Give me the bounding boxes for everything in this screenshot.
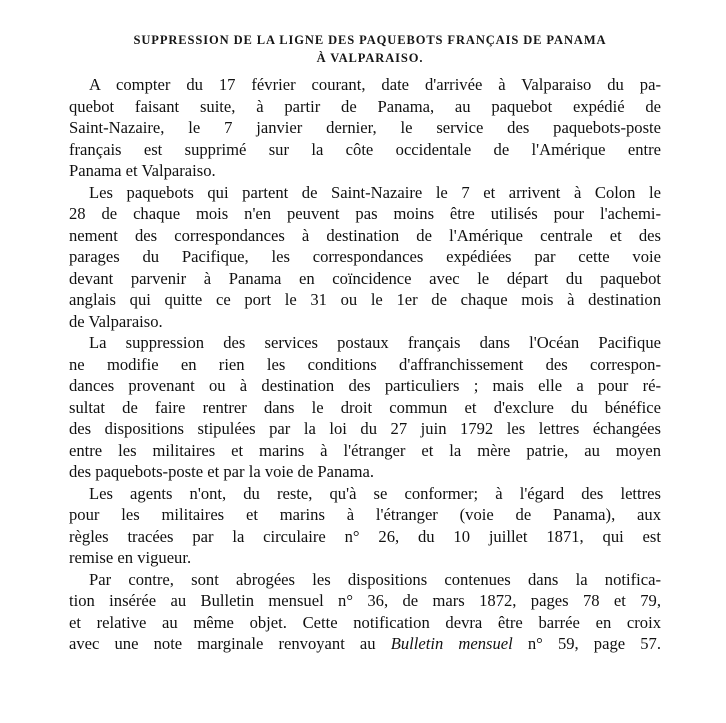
document-body [69, 74, 661, 655]
text-line: des paquebots-poste et par la voie de Panama. [69, 462, 375, 481]
text-line: 28 de chaque mois n'en peuvent pas moins être utilisés pour l'achemi- [69, 204, 661, 223]
text-line: règles tracées par la circulaire n° 26, du 10 juillet 1871, qui est [69, 526, 661, 546]
text-line: ne modifie en rien les conditions d'affranchissement des correspon- [69, 354, 661, 374]
paragraph-4 [69, 483, 661, 569]
paragraph-2 [69, 182, 661, 333]
text-line: dances provenant ou à destination des particuliers ; mais elle a pour ré- [69, 376, 661, 395]
text-line: A compter du 17 février courant, date d'arrivée à Valparaiso du pa- [89, 75, 661, 94]
text-line: La suppression des services postaux français dans l'Océan Pacifique [89, 333, 661, 352]
text-line: quebot faisant suite, à partir de Panama, au paquebot expédié de [69, 96, 661, 116]
final-line-end: n° 59, page 57. [512, 634, 661, 653]
paragraph-1 [69, 74, 661, 182]
text-line: Les paquebots qui partent de Saint-Nazaire le 7 et arrivent à Colon le [89, 182, 661, 202]
text-line: des dispositions stipulées par la loi du 27 juin 1792 les lettres échangées [69, 419, 661, 438]
text-line: Saint-Nazaire, le 7 janvier dernier, le service des paquebots-poste [69, 118, 661, 137]
document-title-continued: À VALPARAISO. [316, 51, 424, 65]
text-line-final [69, 633, 661, 655]
text-line: de Valparaiso. [69, 311, 163, 331]
paragraph-5 [69, 569, 661, 655]
text-line: Par contre, sont abrogées les dispositions contenues dans la notifica- [89, 569, 661, 589]
text-line: anglais qui quitte ce port le 31 ou le 1er de chaque mois à destination [69, 290, 661, 309]
paragraph-3 [69, 332, 661, 483]
text-line: français est supprimé sur la côte occidentale de l'Amérique entre [69, 139, 661, 159]
text-line: nement des correspondances à destination de l'Amérique centrale et des [69, 225, 661, 245]
text-line: Les agents n'ont, du reste, qu'à se conformer; à l'égard des lettres [89, 483, 661, 503]
text-line: sultat de faire rentrer dans le droit commun et d'exclure du bénéfice [69, 397, 661, 417]
text-line: pour les militaires et marins à l'étranger (voie de Panama), aux [69, 505, 661, 524]
text-line: tion insérée au Bulletin mensuel n° 36, de mars 1872, pages 78 et 79, [69, 591, 661, 610]
text-line: devant parvenir à Panama en coïncidence avec le départ du paquebot [69, 268, 661, 288]
document-title: SUPPRESSION DE LA LIGNE DES PAQUEBOTS FRANÇAIS DE PANAMA [133, 33, 607, 47]
text-line: remise en vigueur. [69, 548, 192, 567]
text-line: entre les militaires et marins à l'étranger et la mère patrie, au moyen [69, 440, 661, 460]
final-line-start: avec une note marginale renvoyant au [69, 634, 391, 653]
text-line: et relative au même objet. Cette notification devra être barrée en croix [69, 612, 661, 632]
text-line: Panama et Valparaiso. [69, 161, 216, 180]
text-line: parages du Pacifique, les correspondances expédiées par cette voie [69, 247, 661, 266]
bulletin-title-italic: Bulletin mensuel [390, 634, 513, 653]
